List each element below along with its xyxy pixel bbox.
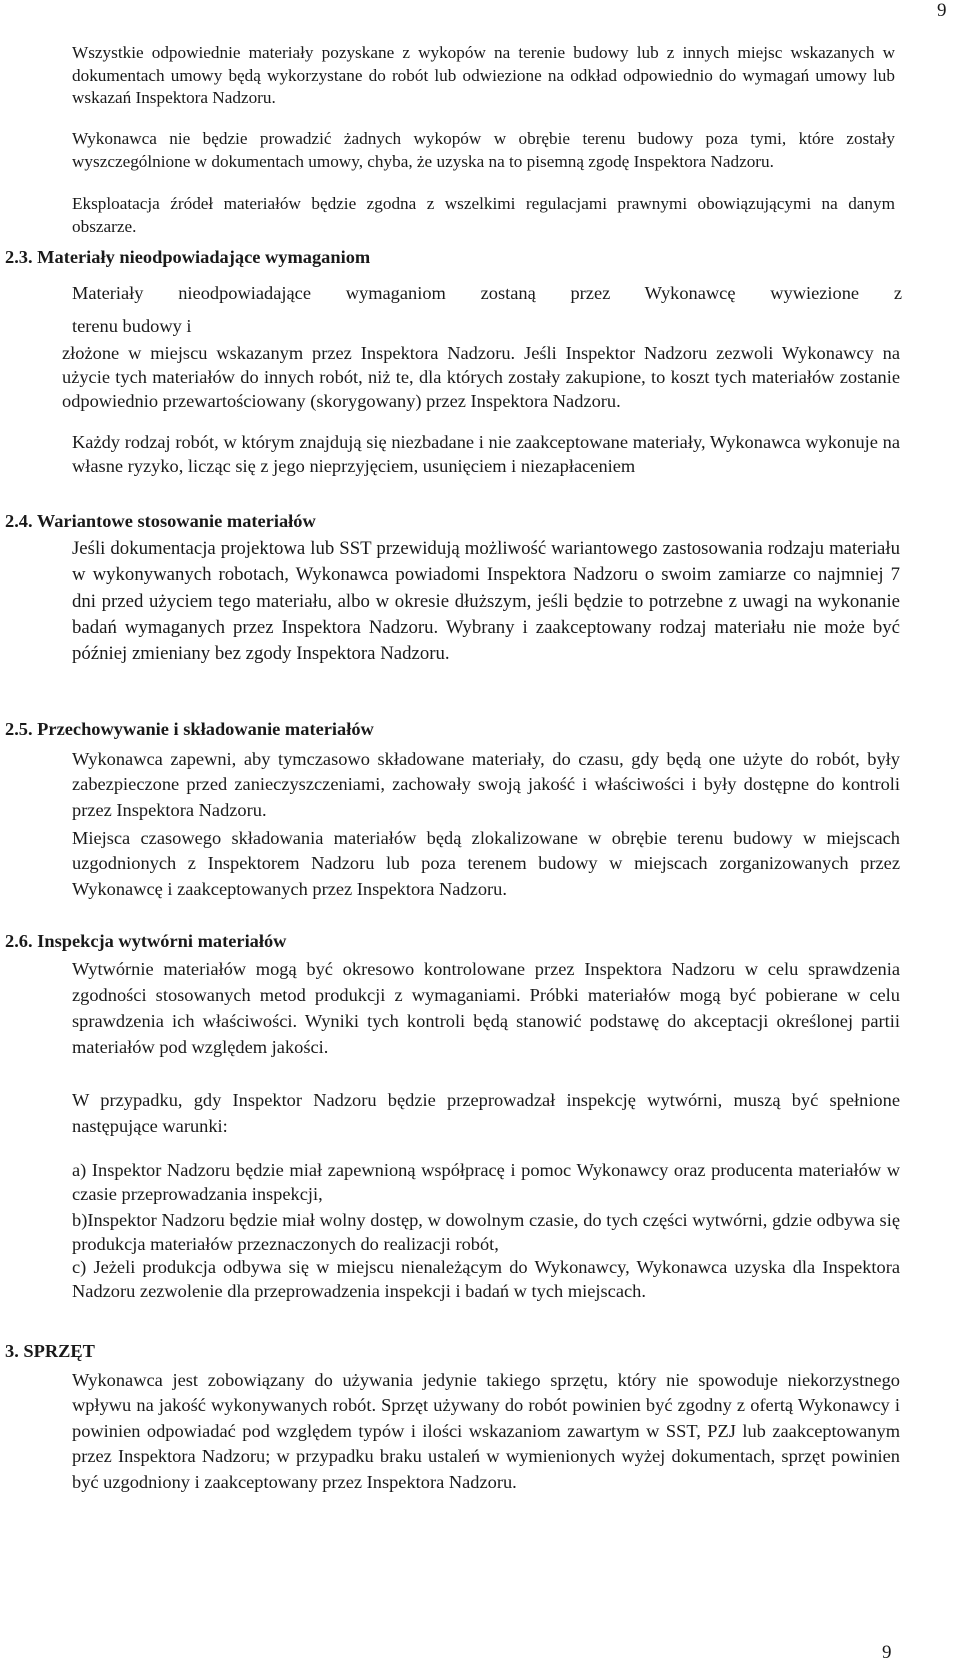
page-number-bottom: 9 <box>882 1642 892 1663</box>
s26-paragraph-1: Wytwórnie materiałów mogą być okresowo kontrolowane przez Inspektora Nadzoru w celu sprawdzenia zgodności stosowanych metod produkcji z wymaganiami. Próbki materiałów mogą być pobierane w celu sprawdzenia ich właściwości. Wyniki tych kontroli będą stanowić podstawę do akceptacji określonej partii materiałów pod względem jakości. <box>72 959 900 1057</box>
section-heading-2-3: 2.3. Materiały nieodpowiadające wymaganiom <box>5 247 371 267</box>
s25-paragraph-1: Wykonawca zapewni, aby tymczasowo składowane materiały, do czasu, gdy będą one użyte do robót, były zabezpieczone przed zanieczyszczeniami, zachowały swoją jakość i właściwości i były dostępne do kontroli przez Inspektora Nadzoru. <box>72 749 900 820</box>
section-heading-2-6: 2.6. Inspekcja wytwórni materiałów <box>5 931 287 951</box>
s26-item-b: b)Inspektor Nadzoru będzie miał wolny dostęp, w dowolnym czasie, do tych części wytwórni, gdzie odbywa się produkcja materiałów przeznaczonych do realizacji robót, <box>72 1210 900 1254</box>
s23-paragraph-1c: złożone w miejscu wskazanym przez Inspektora Nadzoru. Jeśli Inspektor Nadzoru zezwoli Wykonawcy na użycie tych materiałów do innych robót, niż te, dla których zostały zakupione, to koszt tych materiałów zostanie odpowiednio przewartościowany (skorygowany) przez Inspektora Nadzoru. <box>62 343 900 411</box>
paragraph-intro-2: Wykonawca nie będzie prowadzić żadnych wykopów w obrębie terenu budowy poza tymi, które zostały wyszczególnione w dokumentach umowy, chyba, że uzyska na to pisemną zgodę Inspektora Nadzoru. <box>72 129 895 171</box>
section-heading-3: 3. SPRZĘT <box>5 1341 95 1361</box>
paragraph-intro-1: Wszystkie odpowiednie materiały pozyskane z wykopów na terenie budowy lub z innych miejsc wskazanych w dokumentach umowy będą wykorzystane do robót lub odwiezione na odkład odpowiednio do wymagań umowy lub wskazań Inspektora Nadzoru. <box>72 43 895 107</box>
s23-paragraph-2: Każdy rodzaj robót, w którym znajdują się niezbadane i nie zaakceptowane materiały, Wykonawca wykonuje na własne ryzyko, licząc się z jego nieprzyjęciem, usunięciem i niezapłaceniem <box>72 432 900 476</box>
s3-paragraph-1: Wykonawca jest zobowiązany do używania jedynie takiego sprzętu, który nie spowoduje niekorzystnego wpływu na jakość wykonywanych robót. Sprzęt używany do robót powinien być zgodny z ofertą Wykonawcy i powinien odpowiadać pod względem typów i ilości wskazaniom zawartym w SST, PZJ lub zaakceptowanym przez Inspektora Nadzoru; w przypadku braku ustaleń w wymienionych wyżej dokumentach, sprzęt powinien być uzgodniony i zaakceptowany przez Inspektora Nadzoru. <box>72 1370 900 1492</box>
s26-paragraph-2: W przypadku, gdy Inspektor Nadzoru będzie przeprowadzał inspekcję wytwórni, muszą być spełnione następujące warunki: <box>72 1090 900 1136</box>
page-number-top: 9 <box>937 0 947 21</box>
s26-item-c: c) Jeżeli produkcja odbywa się w miejscu nienależącym do Wykonawcy, Wykonawca uzyska dla Inspektora Nadzoru zezwolenie dla przeprowadzenia inspekcji i badań w tych miejscach. <box>72 1257 900 1301</box>
s23-paragraph-1a: Materiały nieodpowiadające wymaganiom zostaną przez Wykonawcę wywiezione z <box>72 283 902 303</box>
paragraph-intro-3: Eksploatacja źródeł materiałów będzie zgodna z wszelkimi regulacjami prawnymi obowiązującymi na danym obszarze. <box>72 194 895 236</box>
s25-paragraph-2: Miejsca czasowego składowania materiałów będą zlokalizowane w obrębie terenu budowy w miejscach uzgodnionych z Inspektorem Nadzoru lub poza terenem budowy w miejscach zorganizowanych przez Wykonawcę i zaakceptowanych przez Inspektora Nadzoru. <box>72 828 900 899</box>
s23-paragraph-1b: terenu budowy i <box>72 316 192 336</box>
s24-paragraph-1: Jeśli dokumentacja projektowa lub SST przewidują możliwość wariantowego zastosowania rodzaju materiału w wykonywanych robotach, Wykonawca powiadomi Inspektora Nadzoru o swoim zamiarze co najmniej 7 dni przed użyciem tego materiału, albo w okresie dłuższym, jeśli będzie to potrzebne z uwagi na wykonanie badań wymaganych przez Inspektora Nadzoru. Wybrany i zaakceptowany rodzaj materiału nie może być później zmieniany bez zgody Inspektora Nadzoru. <box>72 538 900 665</box>
section-heading-2-5: 2.5. Przechowywanie i składowanie materiałów <box>5 719 374 739</box>
section-heading-2-4: 2.4. Wariantowe stosowanie materiałów <box>5 511 316 531</box>
s26-item-a: a) Inspektor Nadzoru będzie miał zapewnioną współpracę i pomoc Wykonawcy oraz producenta materiałów w czasie przeprowadzania inspekcji, <box>72 1160 900 1204</box>
